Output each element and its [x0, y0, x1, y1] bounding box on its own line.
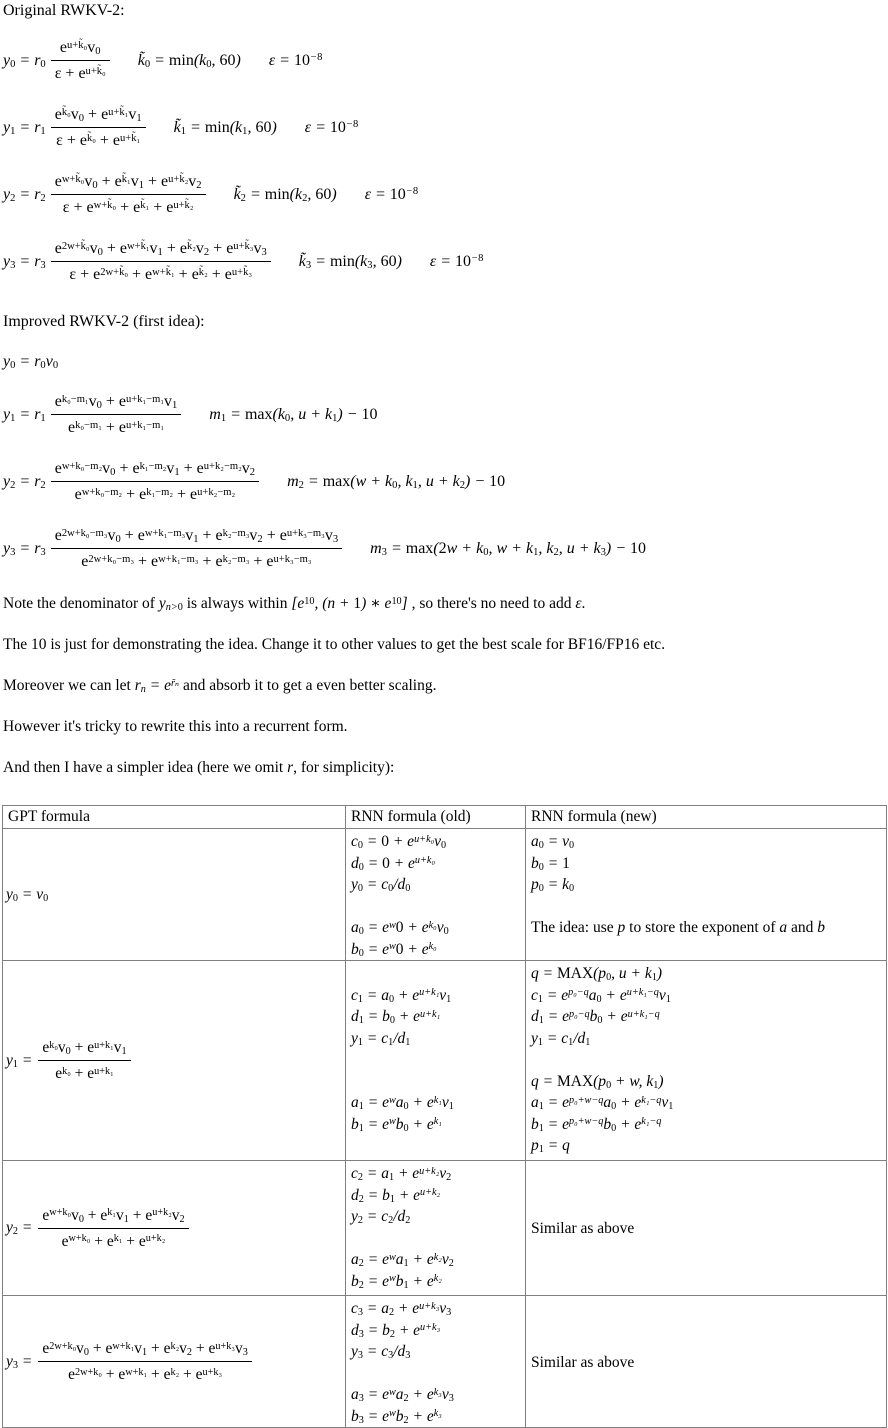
formula-line: [351, 1249, 525, 1271]
fraction: [51, 171, 206, 218]
math-expression: $y_0 = r_0v_0$: [3, 353, 59, 372]
gpt-formula: [6, 1205, 345, 1252]
note-paragraph: [0, 676, 888, 696]
math-expression: $y_2$ =: [6, 1219, 33, 1238]
fraction-denominator: $\varepsilon + e^{2w+k̃_0} + e^{w+k̃_1} + e^{k̃_2} + e^{u+k̃_3}$: [69, 266, 253, 283]
math-expression: $y_3 = r_3$: [3, 252, 46, 271]
equation-condition: $k̃_3 = \min(k_3$, 60): [298, 252, 402, 271]
fraction: [51, 458, 259, 505]
math-expression: $y_3$ =: [6, 1352, 33, 1371]
formula-line: [351, 1298, 525, 1320]
formula-line: [531, 1114, 886, 1136]
fraction-denominator: $e^{w+k_0} + e^{k_1} + e^{u+k_2}$: [61, 1232, 166, 1250]
equation: [3, 37, 888, 84]
math-expression: $d_1 = b_0 + e^{u+k_1}$: [351, 1008, 441, 1027]
formula-line: [531, 963, 886, 985]
math-expression: $y_3 = c_3/d_3$: [351, 1343, 411, 1362]
formula-line: [351, 985, 525, 1007]
fraction-denominator: $e^{k_0-m_1} + e^{u+k_1-m_1}$: [67, 419, 165, 436]
equation-condition: $\varepsilon = 10^{-8}$: [304, 118, 359, 136]
formula-line: [531, 896, 886, 918]
fraction-numerator: $e^{k_0}v_0 + e^{u+k_1}v_1$: [38, 1037, 130, 1061]
math-expression: $y_0 = r_0$: [3, 51, 46, 70]
math-expression: $y_2 = r_2$: [3, 472, 46, 491]
equation-condition: $m_2 = \max(w + k_0$, $k_1$, $u + k_2) - 10$: [287, 472, 506, 491]
similar-note: [531, 1354, 886, 1372]
equation-condition: $m_3 = \max(2w + k_0$, $w + k_1$, $k_2$, $u + k_3) - 10$: [370, 539, 647, 558]
formula-line: [351, 917, 525, 939]
math-expression: $y_2 = r_2$: [3, 185, 46, 204]
formula-line: [351, 1163, 525, 1185]
equation: [3, 391, 888, 438]
equation-lhs: [3, 171, 206, 218]
equation-condition: $\varepsilon = 10^{-8}$: [429, 252, 484, 270]
text-run: Similar as above: [531, 1353, 635, 1371]
column-header: RNN formula (old): [346, 806, 526, 829]
gpt-formula: [6, 1037, 345, 1084]
math-expression: [$e^{10}$, (n + 1) ∗ $e^{10}$]: [291, 595, 408, 612]
gpt-formula: [6, 886, 345, 904]
equation-condition: $k̃_0 = \min(k_0$, 60): [137, 51, 241, 70]
math-expression: $y_{n>0}$: [158, 595, 183, 614]
fraction-denominator: $\varepsilon + e^{k̃_0} + e^{u+k̃_1}$: [56, 132, 141, 149]
math-expression: $d_1 = e^{p_0-q}b_0 + e^{u+k_1-q}$: [531, 1008, 660, 1027]
fraction: [51, 104, 146, 151]
math-expression: $d_2 = b_1 + e^{u+k_2}$: [351, 1186, 441, 1205]
fraction-denominator: $e^{w+k_0-m_2} + e^{k_1-m_2} + e^{u+k_2-m_2}$: [74, 486, 236, 503]
text-run: However it's tricky to rewrite this into a recurrent form.: [3, 718, 348, 735]
text-run: , for simplicity):: [293, 759, 395, 776]
formula-line: [351, 1092, 525, 1114]
text-run: The idea: use: [531, 919, 618, 936]
table-row: [3, 1296, 887, 1428]
table-row: [3, 829, 887, 961]
fraction-numerator: $e^{w+k_0-m_2}v_0 + e^{k_1-m_2}v_1 + e^{u+k_2-m_2}v_2$: [51, 458, 259, 482]
note-paragraph: [0, 635, 888, 655]
math-expression: $a_2 = e^wa_1 + e^{k_2}v_2$: [351, 1251, 454, 1270]
formula-line: [351, 1228, 525, 1250]
equation-condition: $k̃_2 = \min(k_2$, 60): [233, 185, 337, 204]
formula-line: [531, 853, 886, 875]
gpt-formula-cell: [3, 1296, 346, 1428]
math-expression: a: [779, 919, 788, 936]
text-run: .: [581, 595, 586, 612]
gpt-formula: [6, 1338, 345, 1385]
equation-lhs: [3, 353, 58, 371]
fraction-numerator: $e^{2w+k_0}v_0 + e^{w+k_1}v_1 + e^{k_2}v_2 + e^{u+k_3}v_3$: [38, 1338, 251, 1362]
rnn-new-cell: [526, 1161, 887, 1296]
formula-line: [351, 1006, 525, 1028]
formula-line: [531, 1071, 886, 1093]
equation-condition: $m_1 = \max(k_0$, $u + k_1) - 10$: [209, 405, 378, 424]
equation-lhs: [3, 37, 110, 84]
equation-condition: $\varepsilon = 10^{-8}$: [364, 185, 419, 203]
equation-lhs: [3, 104, 146, 151]
math-expression: $y_0 = c_0/d_0$: [351, 876, 411, 895]
equation-lhs: [3, 391, 181, 438]
table-row: [3, 961, 887, 1161]
original-equations: [0, 37, 888, 285]
improved-equations: [0, 353, 888, 572]
column-header: RNN formula (new): [526, 806, 887, 829]
math-expression: $b_1 = e^wb_0 + e^{k_1}$: [351, 1115, 442, 1134]
math-expression: $y_1$ =: [6, 1051, 33, 1070]
table-row: [3, 1161, 887, 1296]
math-expression: $d_3 = b_2 + e^{u+k_3}$: [351, 1321, 441, 1340]
math-expression: $y_1 = c_1/d_1$: [351, 1029, 411, 1048]
fraction: [51, 525, 342, 572]
rnn-old-cell: [346, 1161, 526, 1296]
math-expression: $a_0 = v_0$: [531, 833, 575, 852]
equation-lhs: [3, 525, 342, 572]
formula-line: [531, 1006, 886, 1028]
equation-lhs: [3, 238, 271, 285]
fraction: [38, 1037, 130, 1084]
column-header: GPT formula: [3, 806, 346, 829]
comparison-table: [2, 805, 887, 1428]
math-expression: $b_0 = 1$: [531, 854, 570, 873]
math-expression: ε: [575, 595, 582, 612]
formula-line: [531, 1135, 886, 1157]
formula-lines: [351, 963, 525, 1135]
table-header: [3, 806, 887, 829]
math-expression: $q = MAX(p_0$, $u + k_1$): [531, 965, 663, 984]
fraction-denominator: $e^{k_0} + e^{u+k_1}$: [55, 1065, 114, 1082]
formula-line: [351, 874, 525, 896]
formula-line: [351, 1049, 525, 1071]
math-expression: $c_3 = a_2 + e^{u+k_3}v_3$: [351, 1300, 452, 1319]
formula-lines: [351, 831, 525, 960]
math-expression: $c_0 = 0 + e^{u+k_0}v_0$: [351, 833, 447, 852]
math-expression: $a_0 = e^w0 + e^{k_0}v_0$: [351, 919, 449, 938]
equation: [3, 353, 888, 371]
math-expression: $p_1 = q$: [531, 1137, 570, 1156]
fraction: [51, 238, 271, 285]
text-run: The 10 is just for demonstrating the idea. Change it to other values to get the best scale for BF16/FP16 etc.: [3, 636, 666, 653]
similar-note: [531, 1220, 886, 1238]
math-expression: $p_0 = k_0$: [531, 876, 575, 895]
text-run: and: [787, 919, 818, 936]
rnn-new-cell: [526, 961, 887, 1161]
formula-lines: [351, 1298, 525, 1427]
formula-line: [531, 917, 886, 939]
formula-line: [351, 1363, 525, 1385]
math-expression: b: [817, 919, 826, 936]
fraction-numerator: $e^{k̃_0}v_0 + e^{u+k̃_1}v_1$: [51, 104, 146, 128]
formula-line: [351, 1341, 525, 1363]
formula-line: [351, 1320, 525, 1342]
math-expression: p: [617, 919, 626, 936]
math-expression: $c_1 = a_0 + e^{u+k_1}v_1$: [351, 986, 452, 1005]
text-run: And then I have a simpler idea (here we omit: [3, 759, 288, 776]
formula-line: [351, 1114, 525, 1136]
gpt-formula-cell: [3, 829, 346, 961]
formula-line: [531, 874, 886, 896]
formula-line: [351, 1028, 525, 1050]
formula-lines: [351, 1163, 525, 1292]
formula-line: [351, 1406, 525, 1428]
fraction-numerator: $e^{k_0-m_1}v_0 + e^{u+k_1-m_1}v_1$: [51, 391, 182, 415]
fraction-numerator: $e^{w+k_0}v_0 + e^{k_1}v_1 + e^{u+k_2}v_2$: [38, 1205, 188, 1229]
math-expression: $b_1 = e^{p_0+w-q}b_0 + e^{k_1-q}$: [531, 1115, 662, 1134]
math-expression: $q = MAX(p_0 + w$, $k_1$): [531, 1072, 664, 1091]
note-paragraph: [0, 717, 888, 737]
note-paragraph: [0, 594, 888, 614]
equation-condition: $\varepsilon = 10^{-8}$: [268, 51, 323, 69]
fraction: [38, 1205, 188, 1252]
math-expression: r: [287, 759, 294, 776]
formula-line: [351, 853, 525, 875]
formula-line: [351, 1071, 525, 1093]
math-expression: $d_0 = 0 + e^{u+k_0}$: [351, 854, 436, 873]
gpt-formula-cell: [3, 1161, 346, 1296]
math-expression: $y_1 = r_1$: [3, 118, 46, 137]
rnn-old-cell: [346, 1296, 526, 1428]
formula-line: [531, 985, 886, 1007]
equation: [3, 238, 888, 285]
note-paragraph: [0, 758, 888, 778]
text-run: is always within: [182, 595, 292, 612]
formula-line: [351, 939, 525, 961]
fraction-numerator: $e^{2w+k̃_0}v_0 + e^{w+k̃_1}v_1 + e^{k̃_2}v_2 + e^{u+k̃_3}v_3$: [51, 238, 271, 262]
formula-line: [351, 1384, 525, 1406]
equation: [3, 458, 888, 505]
math-expression: $y_1 = c_1/d_1$: [531, 1029, 591, 1048]
math-expression: $b_3 = e^wb_2 + e^{k_3}$: [351, 1407, 442, 1426]
math-expression: $y_0 = v_0$: [6, 885, 49, 904]
formula-lines: [531, 831, 886, 939]
fraction: [51, 391, 182, 438]
gpt-formula-cell: [3, 961, 346, 1161]
formula-line: [351, 963, 525, 985]
table-body: [3, 829, 887, 1428]
formula-line: [351, 1185, 525, 1207]
fraction: [38, 1338, 251, 1385]
equation: [3, 171, 888, 218]
fraction-numerator: $e^{2w+k_0-m_3}v_0 + e^{w+k_1-m_3}v_1 + e^{k_2-m_3}v_2 + e^{u+k_3-m_3}v_3$: [51, 525, 342, 549]
text-run: Note the denominator of: [3, 595, 159, 612]
text-run: to store the exponent of: [625, 919, 780, 936]
rnn-new-cell: [526, 1296, 887, 1428]
text-run: Similar as above: [531, 1220, 635, 1237]
rnn-old-cell: [346, 961, 526, 1161]
section-title-original: Original RWKV-2:: [3, 2, 125, 19]
fraction-denominator: $\varepsilon + e^{w+k̃_0} + e^{k̃_1} + e^{u+k̃_2}$: [62, 199, 194, 216]
equation: [3, 525, 888, 572]
formula-lines: [531, 963, 886, 1157]
math-expression: $b_2 = e^wb_1 + e^{k_2}$: [351, 1272, 442, 1291]
math-expression: $c_1 = e^{p_0-q}a_0 + e^{u+k_1-q}v_1$: [531, 986, 671, 1005]
rnn-new-cell: [526, 829, 887, 961]
fraction: [51, 37, 110, 84]
text-run: , so there's no need to add: [407, 595, 576, 612]
fraction-denominator: $\varepsilon + e^{u+k̃_0}$: [54, 65, 106, 82]
equation-condition: $k̃_1 = \min(k_1$, 60): [173, 118, 277, 137]
math-expression: $y_3 = r_3$: [3, 539, 46, 558]
formula-line: [351, 896, 525, 918]
notes: [0, 594, 888, 778]
text-run: Moreover we can let: [3, 677, 135, 694]
formula-line: [351, 831, 525, 853]
equation: [3, 104, 888, 151]
fraction-denominator: $e^{2w+k_0-m_3} + e^{w+k_1-m_3} + e^{k_2-m_3} + e^{u+k_3-m_3}$: [81, 553, 312, 570]
formula-line: [531, 1028, 886, 1050]
formula-line: [351, 1271, 525, 1293]
math-expression: $b_0 = e^w0 + e^{k_0}$: [351, 940, 437, 959]
math-expression: $c_2 = a_1 + e^{u+k_2}v_2$: [351, 1165, 452, 1184]
fraction-numerator: $e^{u+k̃_0}v_0$: [51, 37, 110, 61]
equation-lhs: [3, 458, 259, 505]
math-expression: $y_2 = c_2/d_2$: [351, 1208, 411, 1227]
fraction-numerator: $e^{w+k̃_0}v_0 + e^{k̃_1}v_1 + e^{u+k̃_2}v_2$: [51, 171, 206, 195]
math-expression: $a_1 = e^{p_0+w-q}a_0 + e^{k_1-q}v_1$: [531, 1094, 674, 1113]
section-title-improved: Improved RWKV-2 (first idea):: [3, 313, 205, 330]
text-run: and absorb it to get a even better scaling.: [179, 677, 437, 694]
rnn-old-cell: [346, 829, 526, 961]
fraction-denominator: $e^{2w+k_0} + e^{w+k_1} + e^{k_2} + e^{u+k_3}$: [68, 1366, 223, 1383]
math-expression: $y_1 = r_1$: [3, 405, 46, 424]
formula-line: [531, 1092, 886, 1114]
math-expression: $a_3 = e^wa_2 + e^{k_3}v_3$: [351, 1386, 454, 1405]
math-expression: $a_1 = e^wa_0 + e^{k_1}v_1$: [351, 1094, 454, 1113]
formula-line: [531, 831, 886, 853]
formula-line: [531, 1049, 886, 1071]
math-expression: $r_n = e^{r̃_n}$: [134, 677, 180, 696]
table-header-row: [3, 806, 887, 829]
formula-line: [351, 1206, 525, 1228]
